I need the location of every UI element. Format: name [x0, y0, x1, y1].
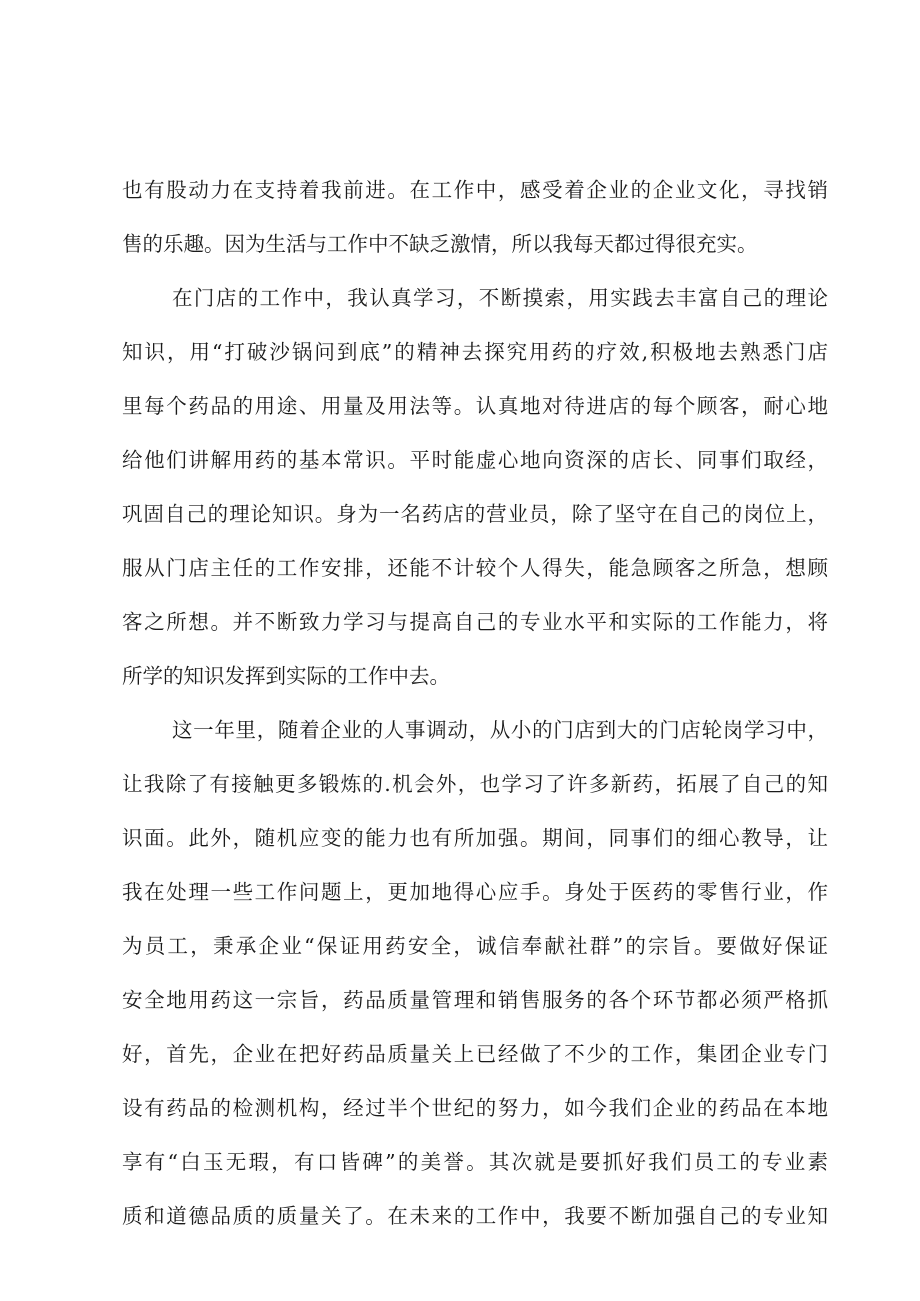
text-line: 好，首先，企业在把好药品质量关上已经做了不少的工作，集团企业专门: [122, 1042, 828, 1066]
text-line: 享有“白玉无瑕，有口皆碑”的美誉。其次就是要抓好我们员工的专业素: [122, 1150, 828, 1174]
text-line: 我在处理一些工作问题上，更加地得心应手。身处于医药的零售行业，作: [122, 880, 828, 904]
text-line: 服从门店主任的工作安排，还能不计较个人得失，能急顾客之所急，想顾: [122, 556, 828, 580]
text-line: 所学的知识发挥到实际的工作中去。: [122, 664, 450, 688]
text-line: 安全地用药这一宗旨，药品质量管理和销售服务的各个环节都必须严格抓: [122, 988, 828, 1012]
text-line: 客之所想。并不断致力学习与提高自己的专业水平和实际的工作能力，将: [122, 610, 828, 634]
document-body: [122, 163, 828, 1243]
text-line: 知识，用“打破沙锅问到底”的精神去探究用药的疗效,积极地去熟悉门店: [122, 340, 828, 364]
text-line: 这一年里，随着企业的人事调动，从小的门店到大的门店轮岗学习中，: [172, 718, 828, 742]
text-line: 里每个药品的用途、用量及用法等。认真地对待进店的每个顾客，耐心地: [122, 394, 828, 418]
text-line: 给他们讲解用药的基本常识。平时能虚心地向资深的店长、同事们取经，: [122, 448, 828, 472]
text-line: 识面。此外，随机应变的能力也有所加强。期间，同事们的细心教导，让: [122, 826, 828, 850]
text-line: 设有药品的检测机构，经过半个世纪的努力，如今我们企业的药品在本地: [122, 1096, 828, 1120]
text-line: 在门店的工作中，我认真学习，不断摸索，用实践去丰富自己的理论: [172, 286, 828, 310]
text-line: 质和道德品质的质量关了。在未来的工作中，我要不断加强自己的专业知: [122, 1204, 828, 1228]
text-line: 让我除了有接触更多锻炼的.机会外，也学习了许多新药，拓展了自己的知: [122, 772, 828, 796]
text-line: 也有股动力在支持着我前进。在工作中，感受着企业的企业文化，寻找销: [122, 178, 828, 202]
text-line: 售的乐趣。因为生活与工作中不缺乏激情，所以我每天都过得很充实。: [122, 232, 758, 256]
text-line: 巩固自己的理论知识。身为一名药店的营业员，除了坚守在自己的岗位上，: [122, 502, 828, 526]
text-line: 为员工，秉承企业“保证用药安全，诚信奉献社群”的宗旨。要做好保证: [122, 934, 828, 958]
